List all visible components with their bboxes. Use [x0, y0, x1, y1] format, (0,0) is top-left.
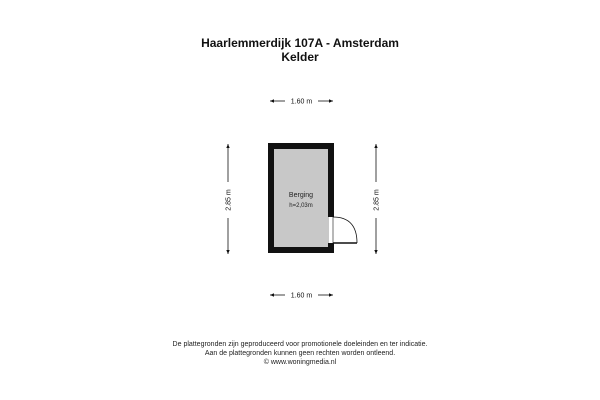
- disclaimer-line-1: De plattegronden zijn geproduceerd voor promotionele doeleinden en ter indicatie.: [172, 341, 428, 348]
- plan-title-address: Haarlemmerdijk 107A - Amsterdam: [201, 36, 399, 50]
- room-name-label: Berging: [288, 192, 314, 199]
- disclaimer-line-2: Aan de plattegronden kunnen geen rechten worden ontleend.: [204, 350, 396, 357]
- door-swing-icon: [327, 217, 357, 243]
- dimension-top-label: 1.60 m: [290, 98, 313, 106]
- plan-title-floor: Kelder: [281, 50, 319, 64]
- dimension-bottom: [270, 293, 333, 300]
- dimension-right: [374, 144, 381, 254]
- dimension-top: [270, 99, 333, 106]
- dimension-left-label: 2.85 m: [225, 189, 233, 211]
- room-height-label: h=2,03m: [289, 203, 313, 209]
- dimension-right-label: 2.85 m: [373, 189, 381, 211]
- copyright-line: © www.woningmedia.nl: [263, 359, 337, 366]
- dimension-bottom-label: 1.60 m: [290, 292, 313, 300]
- dimension-left: [226, 144, 233, 254]
